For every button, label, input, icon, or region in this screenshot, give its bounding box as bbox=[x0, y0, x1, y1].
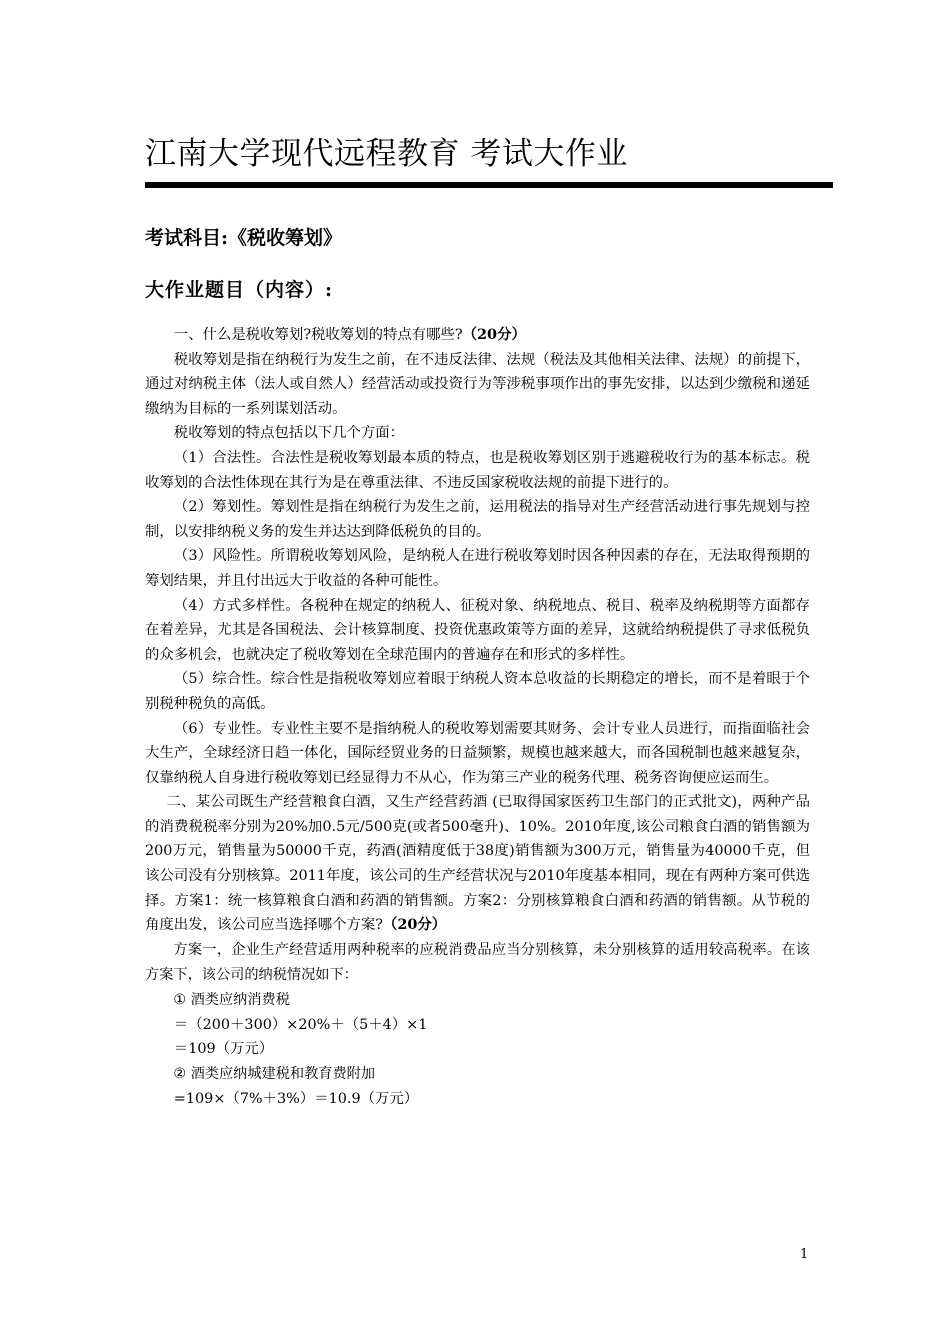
answer-1-paragraph-1: 税收筹划是指在纳税行为发生之前，在不违反法律、法规（税法及其他相关法律、法规）的前提下，通过对纳税主体（法人或自然人）经营活动或投资行为等涉税事项作出的事先安排，以达到少缴税和递延缴纳为目标的一系列谋划活动。 bbox=[145, 351, 810, 417]
feature-comprehensive: （5）综合性。综合性是指税收筹划应着眼于纳税人资本总收益的长期稳定的增长，而不是着眼于个别税种税负的高低。 bbox=[145, 671, 810, 712]
feature-legality: （1）合法性。合法性是税收筹划最本质的特点，也是税收筹划区别于逃避税收行为的基本标志。税收筹划的合法性体现在其行为是在尊重法律、不违反国家税收法规的前提下进行的。 bbox=[145, 449, 810, 491]
exam-subject: 考试科目:《税收筹划》 bbox=[145, 227, 343, 249]
feature-diversity: （4）方式多样性。各税种在规定的纳税人、征税对象、纳税地点、税目、税率及纳税期等方面都存在着差异，尤其是各国税法、会计核算制度、投资优惠政策等方面的差异，这就给纳税提供了寻求低税负的众多机会，也就决定了税收筹划在全球范围内的普遍存在和形式的多样性。 bbox=[145, 597, 810, 663]
step-1-result: ＝109（万元） bbox=[173, 1041, 274, 1058]
question-1-text: 一、什么是税收筹划?税收筹划的特点有哪些? bbox=[173, 327, 463, 343]
assignment-heading: 大作业题目（内容）: bbox=[145, 279, 334, 301]
answer-1-paragraph-2: 税收筹划的特点包括以下几个方面： bbox=[173, 425, 405, 442]
feature-professional: （6）专业性。专业性主要不是指纳税人的税收筹划需要其财务、会计专业人员进行，而指面临社会大生产，全球经济日趋一体化，国际经贸业务的日益频繁，规模也越来越大，而各国税制也越来越复杂，仅靠纳税人自身进行税收筹划已经显得力不从心，作为第三产业的税务代理、税务咨询便应运而生。 bbox=[145, 720, 810, 786]
question-2-score: （20分） bbox=[382, 916, 447, 934]
document-title: 江南大学现代远程教育 考试大作业 bbox=[145, 136, 628, 172]
feature-planning: （2）筹划性。筹划性是指在纳税行为发生之前，运用税法的指导对生产经营活动进行事先规划与控制，以安排纳税义务的发生并达达到降低税负的目的。 bbox=[145, 499, 810, 540]
question-1 bbox=[145, 323, 810, 348]
step-1-label: ① 酒类应纳消费税 bbox=[173, 991, 290, 1008]
plan-1-intro: 方案一，企业生产经营适用两种税率的应税消费品应当分别核算，未分别核算的适用较高税率。在该方案下，该公司的纳税情况如下： bbox=[145, 941, 810, 983]
page-number: 1 bbox=[800, 1247, 809, 1262]
title-divider bbox=[145, 182, 833, 188]
question-2-text: 二、某公司既生产经营粮食白酒，又生产经营药酒 (已取得国家医药卫生部门的正式批文)，两种产品的消费税税率分别为20%加0.5元/500克(或者500毫升)、10%。2010年度,该公司粮食白酒的销售额为200万元，销售量为50000千克，药酒(酒精度低于38度)销售额为300万元，销售量为40000千克，但该公司没有分别核算。2011年度，该公司的生产经营状况与2010年度基本相同，现在有两种方案可供选择。方案1：统一核算粮食白酒和药酒的销售额。方案2：分别核算粮食白酒和药酒的销售额。从节税的角度出发，该公司应当选择哪个方案? bbox=[145, 794, 810, 934]
feature-risk: （3）风险性。所谓税收筹划风险，是纳税人在进行税收筹划时因各种因素的存在，无法取得预期的筹划结果，并且付出远大于收益的各种可能性。 bbox=[145, 548, 810, 589]
step-2-label: ② 酒类应纳城建税和教育费附加 bbox=[173, 1066, 376, 1083]
document-body bbox=[145, 323, 810, 1112]
question-1-score: （20分） bbox=[462, 326, 526, 343]
question-2 bbox=[145, 790, 810, 938]
step-2-formula: =109×（7%＋3%）＝10.9（万元） bbox=[173, 1091, 419, 1108]
step-1-formula: ＝（200＋300）×20%＋（5＋4）×1 bbox=[173, 1016, 428, 1033]
